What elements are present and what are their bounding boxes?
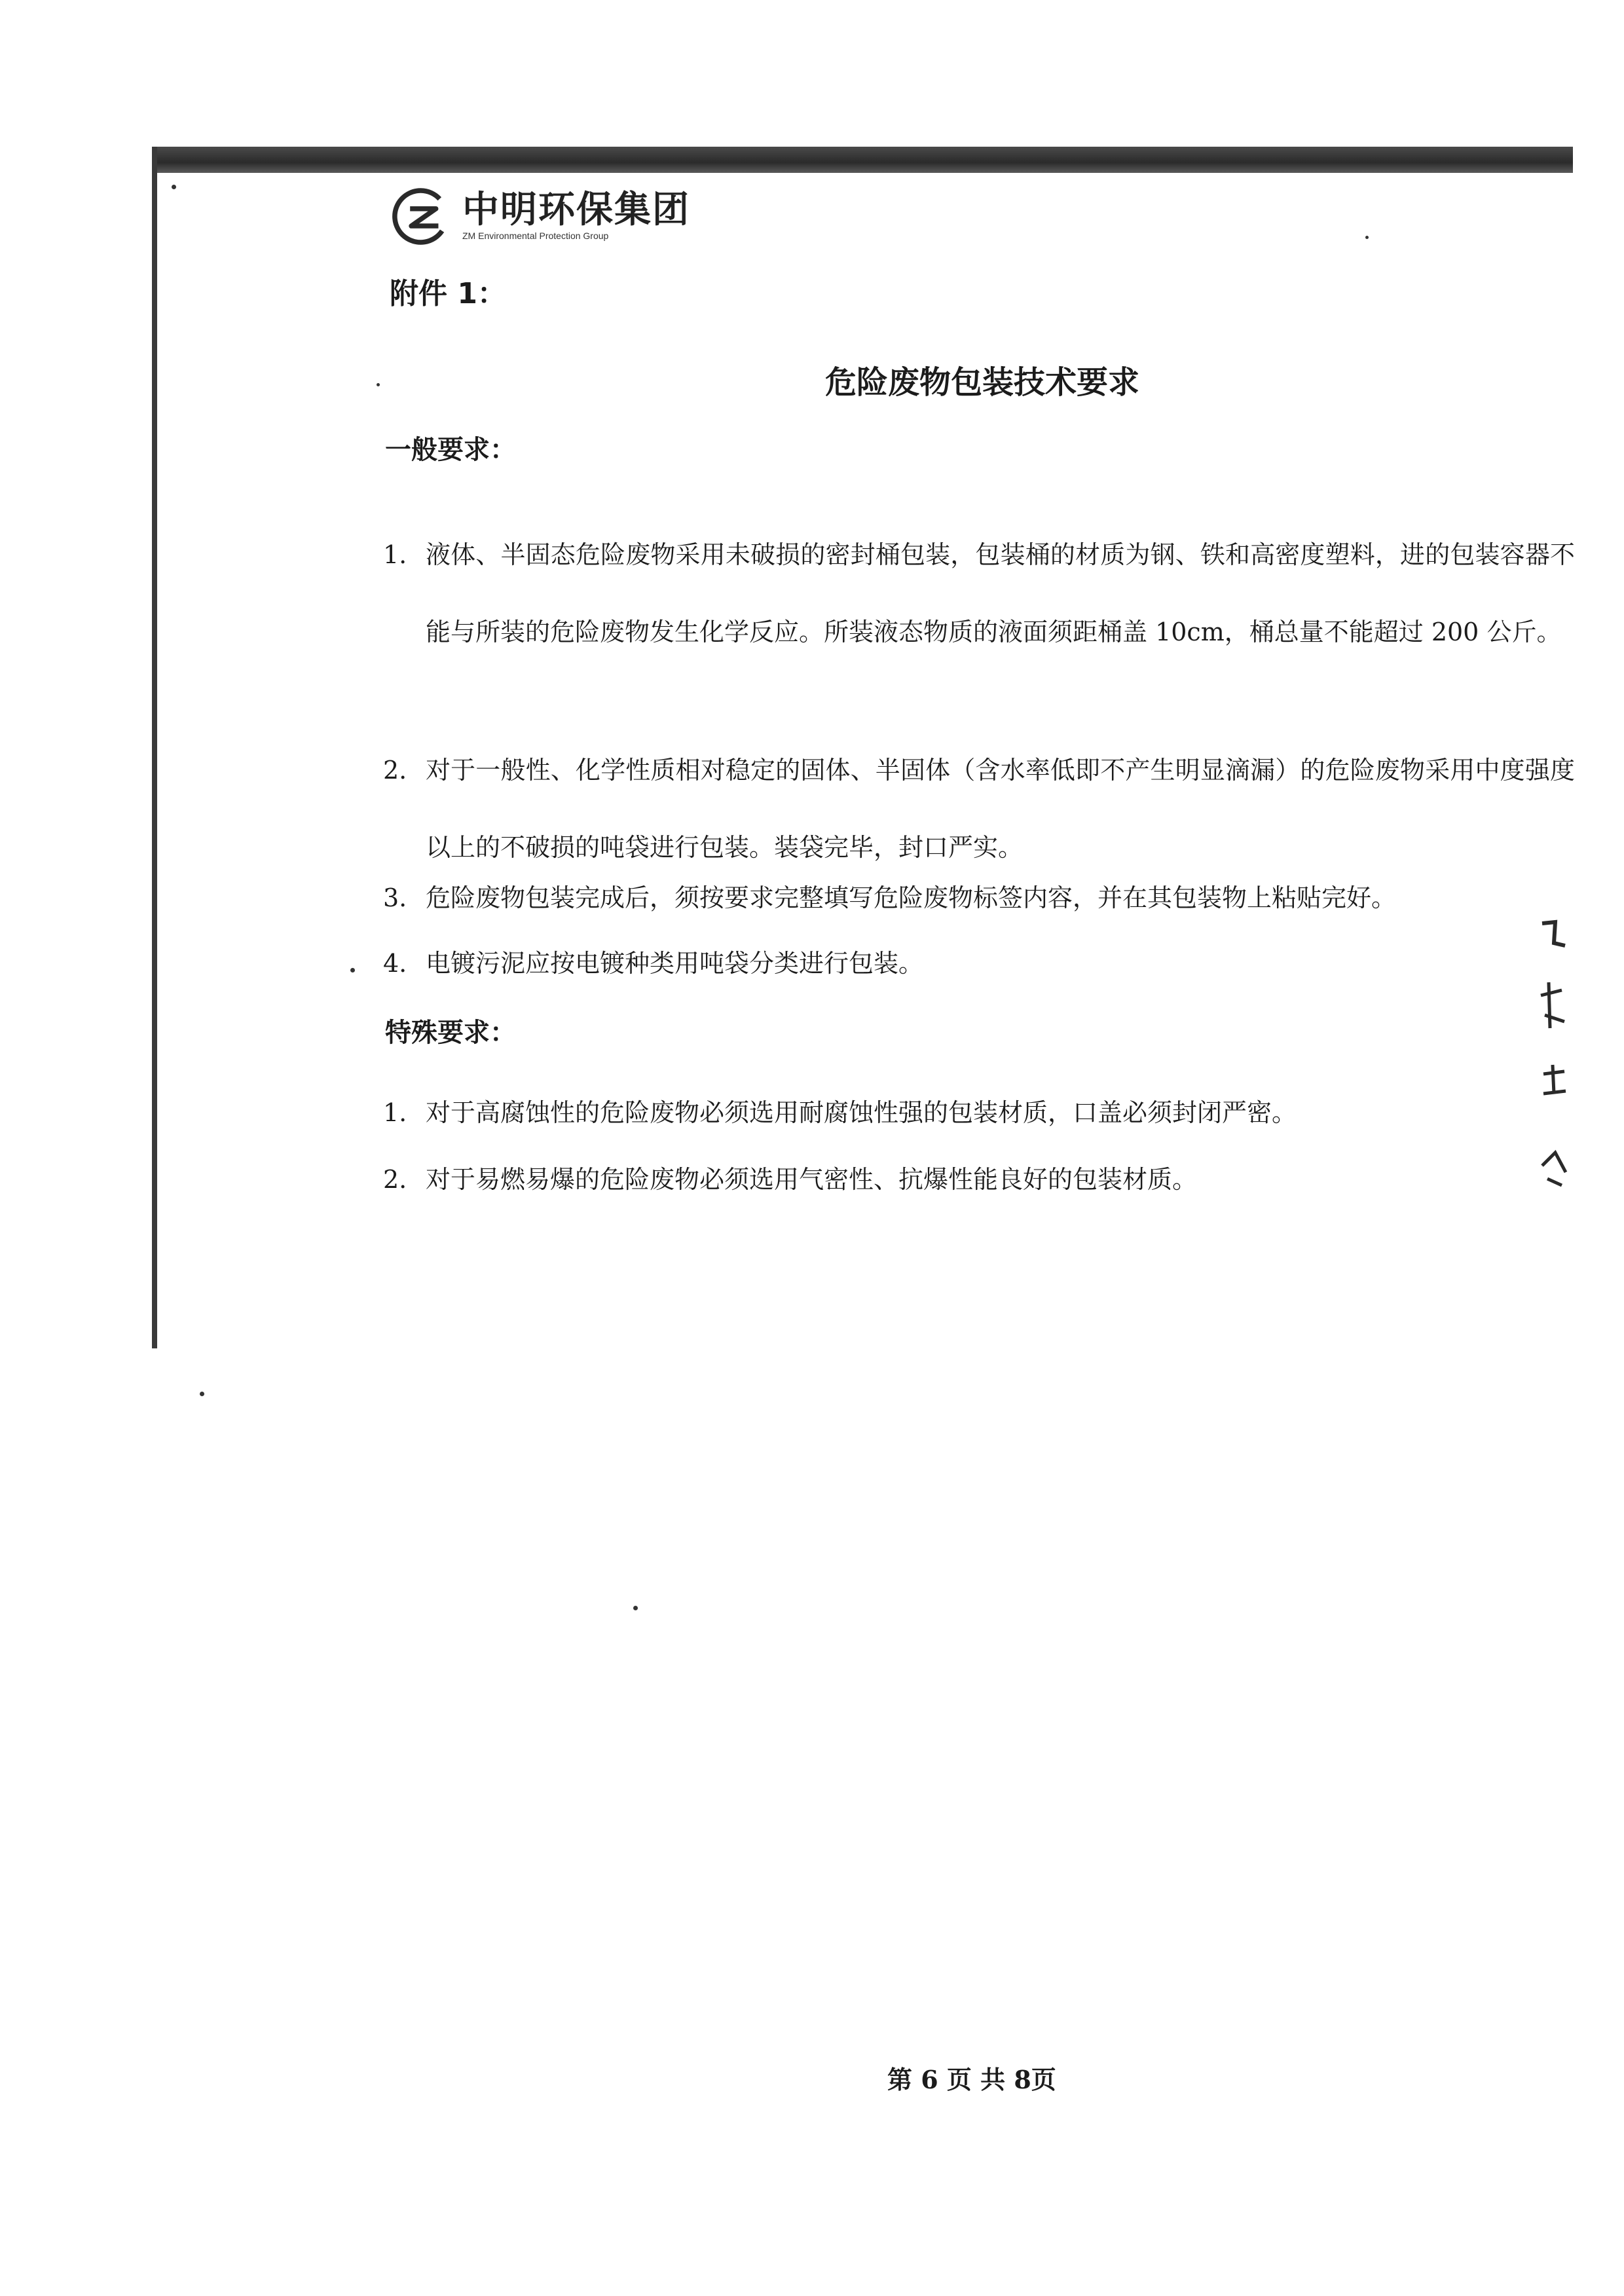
item-text: 对于易燃易爆的危险废物必须选用气密性、抗爆性能良好的包装材质。 xyxy=(426,1165,1198,1194)
document-title: 危险废物包装技术要求 xyxy=(825,364,1140,401)
item-number: 2. xyxy=(383,756,407,785)
scan-frame-left xyxy=(152,147,157,1348)
scan-speck xyxy=(633,1606,638,1610)
company-name-cn: 中明环保集团 xyxy=(462,189,690,231)
item-text: 对于高腐蚀性的危险废物必须选用耐腐蚀性强的包装材质，口盖必须封闭严密。 xyxy=(426,1098,1297,1127)
company-logo xyxy=(392,185,690,247)
scan-speck xyxy=(200,1392,204,1396)
attachment-label: 附件 1： xyxy=(390,277,506,310)
scan-speck xyxy=(377,383,380,386)
item-text: 对于一般性、化学性质相对稳定的固体、半固体（含水率低即不产生明显滴漏）的危险废物采用中度强度以上的不破损的吨袋进行包装。装袋完毕，封口严实。 xyxy=(426,756,1575,862)
general-requirements-heading: 一般要求： xyxy=(385,435,516,465)
item-number: 1. xyxy=(383,540,407,569)
item-number: 3. xyxy=(383,883,407,912)
scan-frame-top xyxy=(152,147,1573,173)
item-text: 危险废物包装完成后，须按要求完整填写危险废物标签内容，并在其包装物上粘贴完好。 xyxy=(426,883,1397,912)
item-number: 1. xyxy=(383,1098,407,1127)
scan-speck xyxy=(1365,236,1369,239)
special-item-2 xyxy=(383,1141,1575,1218)
scan-speck xyxy=(350,968,355,972)
item-number: 4. xyxy=(383,949,407,978)
item-number: 2. xyxy=(383,1165,407,1194)
general-item-1 xyxy=(383,516,1575,671)
company-name-en: ZM Environmental Protection Group xyxy=(462,231,609,241)
general-item-4 xyxy=(383,925,1575,1002)
page-number-footer: 第 6 页 共 8页 xyxy=(887,2065,1056,2094)
special-requirements-heading: 特殊要求： xyxy=(385,1018,516,1048)
zm-logo-icon xyxy=(392,185,453,247)
item-text: 液体、半固态危险废物采用未破损的密封桶包装，包装桶的材质为钢、铁和高密度塑料，进的包装容器不能与所装的危险废物发生化学反应。所装液态物质的液面须距桶盖 10cm，桶总量不能超过 200 公斤。 xyxy=(426,540,1575,646)
scan-speck xyxy=(172,185,176,189)
partial-seal-stamp xyxy=(1536,917,1572,1231)
item-text: 电镀污泥应按电镀种类用吨袋分类进行包装。 xyxy=(426,949,924,978)
special-item-1 xyxy=(383,1074,1575,1151)
